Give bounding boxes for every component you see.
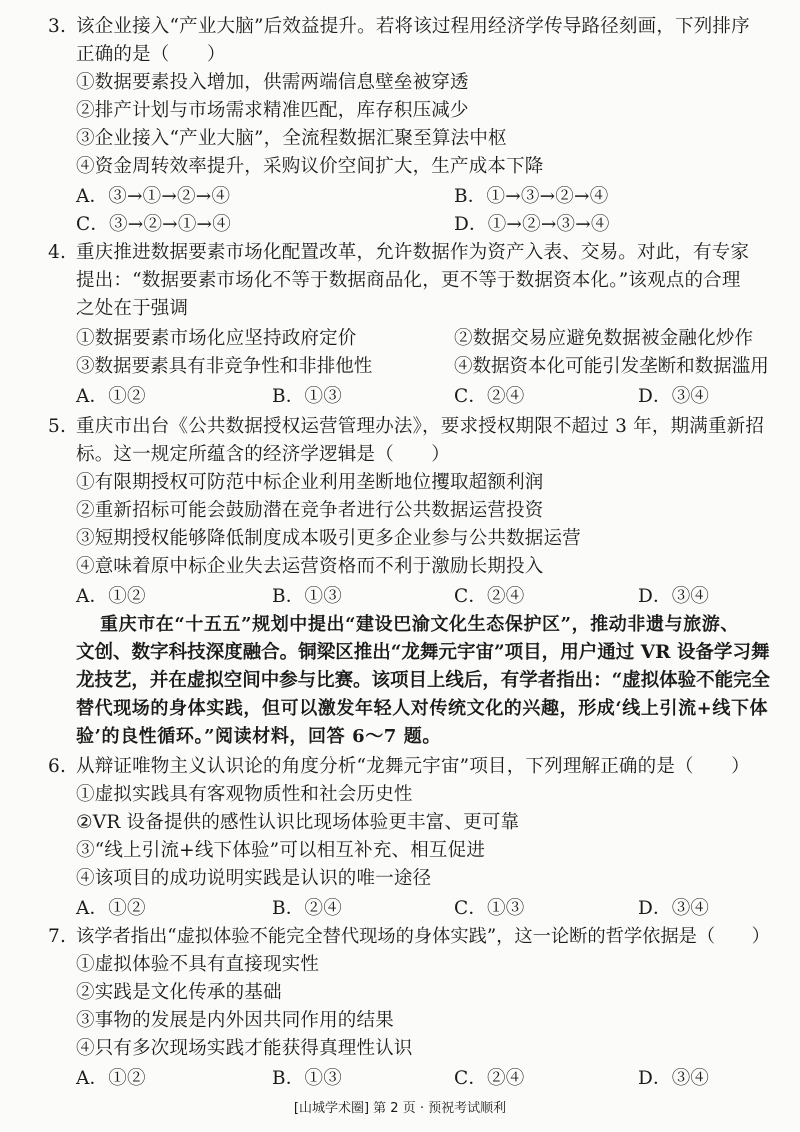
statement-4: ④只有多次现场实践才能获得真理性认识 — [76, 1038, 413, 1059]
statement-2: ②排产计划与市场需求精准匹配，库存积压减少 — [76, 100, 469, 121]
question-stem: 提出：“数据要素市场化不等于数据商品化，更不等于数据资本化。”该观点的合理 — [76, 270, 741, 291]
statement-2: ②数据交易应避免数据被金融化炒作 — [454, 328, 754, 349]
question-number: 6. — [48, 756, 67, 777]
material-line: 重庆市在“十五五”规划中提出“建设巴渝文化生态保护区”，推动非遗与旅游、 — [100, 614, 740, 635]
question-stem: 之处在于强调 — [76, 298, 189, 319]
material-line: 验’的良性循环。”阅读材料，回答 6～7 题。 — [76, 726, 442, 747]
statement-2: ②实践是文化传承的基础 — [76, 982, 282, 1003]
statement-1: ①有限期授权可防范中标企业利用垄断地位攫取超额利润 — [76, 472, 544, 493]
choice-b[interactable]: B．①③ — [272, 586, 342, 607]
statement-4: ④数据资本化可能引发垄断和数据滥用 — [454, 356, 769, 377]
choice-b[interactable]: B．②④ — [272, 898, 342, 919]
choice-a[interactable]: A．①② — [76, 586, 146, 607]
choice-b[interactable]: B．①③ — [272, 386, 342, 407]
choice-d[interactable]: D．③④ — [638, 386, 710, 407]
statement-4: ④该项目的成功说明实践是认识的唯一途径 — [76, 868, 432, 889]
choice-c[interactable]: C．②④ — [454, 1068, 525, 1089]
statement-1: ①虚拟体验不具有直接现实性 — [76, 954, 320, 975]
choice-a[interactable]: A．③→①→②→④ — [76, 186, 231, 207]
statement-1: ①数据要素市场化应坚持政府定价 — [76, 328, 357, 349]
choice-c[interactable]: C．②④ — [454, 386, 525, 407]
question-number: 5. — [48, 416, 67, 437]
statement-3: ③事物的发展是内外因共同作用的结果 — [76, 1010, 394, 1031]
choice-a[interactable]: A．①② — [76, 1068, 146, 1089]
choice-d[interactable]: D．③④ — [638, 586, 710, 607]
choice-a[interactable]: A．①② — [76, 386, 146, 407]
statement-4: ④意味着原中标企业失去运营资格而不利于激励长期投入 — [76, 556, 544, 577]
choice-b[interactable]: B．①→③→②→④ — [454, 186, 609, 207]
statement-1: ①数据要素投入增加，供需两端信息壁垒被穿透 — [76, 72, 469, 93]
choice-d[interactable]: D．③④ — [638, 898, 710, 919]
question-number: 7. — [48, 926, 67, 947]
statement-3: ③企业接入“产业大脑”，全流程数据汇聚至算法中枢 — [76, 128, 507, 149]
statement-2: ②VR 设备提供的感性认识比现场体验更丰富、更可靠 — [76, 812, 520, 833]
question-stem: 标。这一规定所蕴含的经济学逻辑是（ ） — [76, 444, 451, 465]
question-number: 4. — [48, 242, 67, 263]
statement-1: ①虚拟实践具有客观物质性和社会历史性 — [76, 784, 413, 805]
question-stem: 重庆推进数据要素市场化配置改革，允许数据作为资产入表、交易。对此，有专家 — [76, 242, 750, 263]
choice-d[interactable]: D．③④ — [638, 1068, 710, 1089]
page-footer: [山城学术圈] 第 2 页 · 预祝考试顺利 — [293, 1101, 507, 1116]
statement-3: ③“线上引流+线下体验”可以相互补充、相互促进 — [76, 840, 486, 861]
statement-3: ③短期授权能够降低制度成本吸引更多企业参与公共数据运营 — [76, 528, 581, 549]
question-stem: 重庆市出台《公共数据授权运营管理办法》，要求授权期限不超过 3 年，期满重新招 — [76, 416, 765, 437]
choice-c[interactable]: C．③→②→①→④ — [76, 214, 231, 235]
choice-b[interactable]: B．①③ — [272, 1068, 342, 1089]
question-stem: 该企业接入“产业大脑”后效益提升。若将该过程用经济学传导路径刻画，下列排序 — [76, 16, 750, 37]
question-stem: 该学者指出“虚拟体验不能完全替代现场的身体实践”，这一论断的哲学依据是（ ） — [76, 926, 770, 947]
choice-c[interactable]: C．②④ — [454, 586, 525, 607]
question-stem: 从辩证唯物主义认识论的角度分析“龙舞元宇宙”项目，下列理解正确的是（ ） — [76, 756, 750, 777]
choice-a[interactable]: A．①② — [76, 898, 146, 919]
statement-4: ④资金周转效率提升，采购议价空间扩大，生产成本下降 — [76, 156, 544, 177]
statement-2: ②重新招标可能会鼓励潜在竞争者进行公共数据运营投资 — [76, 500, 544, 521]
statement-3: ③数据要素具有非竞争性和非排他性 — [76, 356, 373, 377]
material-line: 龙技艺，并在虚拟空间中参与比赛。该项目上线后，有学者指出：“虚拟体验不能完全 — [76, 670, 770, 691]
choice-d[interactable]: D．①→②→③→④ — [454, 214, 610, 235]
question-stem: 正确的是（ ） — [76, 44, 226, 65]
material-line: 文创、数字科技深度融合。铜梁区推出“龙舞元宇宙”项目，用户通过 VR 设备学习舞 — [76, 642, 770, 663]
question-number: 3. — [48, 16, 67, 37]
choice-c[interactable]: C．①③ — [454, 898, 525, 919]
material-line: 替代现场的身体实践，但可以激发年轻人对传统文化的兴趣，形成‘线上引流+线下体 — [76, 698, 769, 719]
